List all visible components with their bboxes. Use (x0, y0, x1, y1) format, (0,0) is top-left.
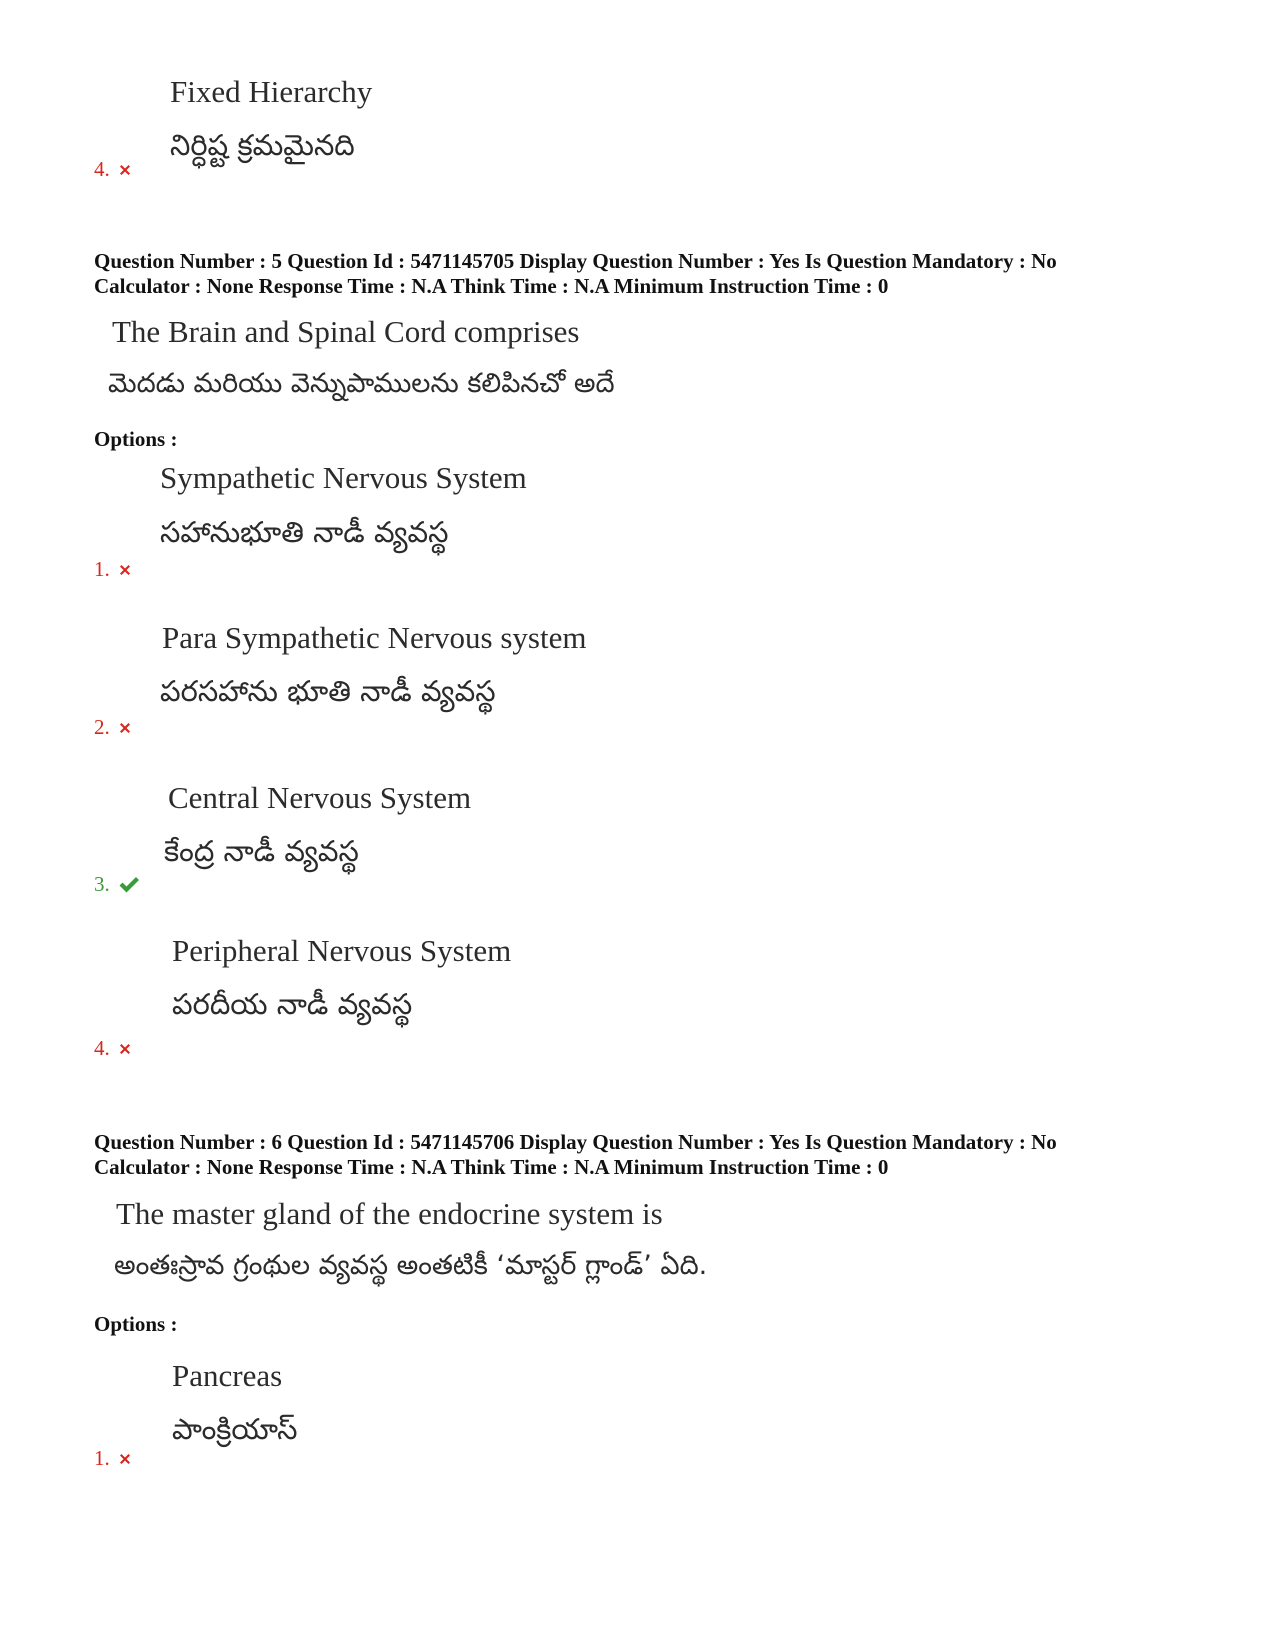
question-5-metadata (94, 249, 1204, 299)
q6-option-1-text-te: పాంక్రియాస్ (172, 1412, 298, 1446)
cross-icon (118, 563, 132, 577)
q5-option-1-marker (94, 557, 132, 582)
question-6-metadata (94, 1130, 1204, 1180)
q6-option-1-number: 1. (94, 1446, 110, 1470)
prev-option-4-marker (94, 157, 132, 182)
cross-icon (118, 1452, 132, 1466)
question-6-meta-line-2: Calculator : None Response Time : N.A Think Time : N.A Minimum Instruction Time : 0 (94, 1155, 889, 1179)
q5-option-3-text-te: కేంద్ర నాడీ వ్యవస్థ (164, 834, 359, 868)
question-5-text-en: The Brain and Spinal Cord comprises (112, 314, 580, 349)
question-6-text-te: అంతఃస్రావ గ్రంథుల వ్యవస్థ అంతటికీ ‘మాస్టర్ గ్లాండ్’ ఏది. (114, 1250, 708, 1281)
q5-option-3-text-en: Central Nervous System (168, 780, 472, 815)
question-5-meta-line-1: Question Number : 5 Question Id : 5471145705 Display Question Number : Yes Is Question Mandatory : No (94, 249, 1057, 273)
q5-option-4-text-en: Peripheral Nervous System (172, 933, 512, 968)
q5-option-3-number: 3. (94, 872, 110, 896)
q5-option-1-number: 1. (94, 557, 110, 581)
q5-option-1-text-te: సహానుభూతి నాడీ వ్యవస్థ (160, 515, 449, 549)
q5-option-1-text-en: Sympathetic Nervous System (160, 460, 527, 495)
prev-option-4-text-te: నిర్ధిష్ట క్రమమైనది (170, 128, 355, 162)
q6-option-1-marker (94, 1446, 132, 1471)
q5-option-4-marker (94, 1036, 132, 1061)
prev-option-4-number: 4. (94, 157, 110, 181)
prev-option-4-text-en: Fixed Hierarchy (170, 74, 373, 109)
question-6-text-en: The master gland of the endocrine system is (116, 1196, 663, 1231)
q5-option-2-marker (94, 715, 132, 740)
q5-option-4-text-te: పరదీయ నాడీ వ్యవస్థ (172, 987, 413, 1021)
question-6-meta-line-1: Question Number : 6 Question Id : 5471145706 Display Question Number : Yes Is Question Mandatory : No (94, 1130, 1057, 1154)
cross-icon (118, 163, 132, 177)
question-6-options-label: Options : (94, 1312, 178, 1336)
cross-icon (118, 721, 132, 735)
check-icon (118, 876, 140, 894)
question-5-text-te: మెదడు మరియు వెన్నుపాములను కలిపినచో అదే (108, 368, 615, 399)
q5-option-4-number: 4. (94, 1036, 110, 1060)
cross-icon (118, 1042, 132, 1056)
q5-option-3-marker (94, 872, 140, 897)
q5-option-2-text-te: పరసహాను భూతి నాడీ వ్యవస్థ (160, 674, 496, 708)
q5-option-2-text-en: Para Sympathetic Nervous system (162, 620, 587, 655)
q6-option-1-text-en: Pancreas (172, 1358, 283, 1393)
question-5-options-label: Options : (94, 427, 178, 451)
question-5-meta-line-2: Calculator : None Response Time : N.A Think Time : N.A Minimum Instruction Time : 0 (94, 274, 889, 298)
q5-option-2-number: 2. (94, 715, 110, 739)
